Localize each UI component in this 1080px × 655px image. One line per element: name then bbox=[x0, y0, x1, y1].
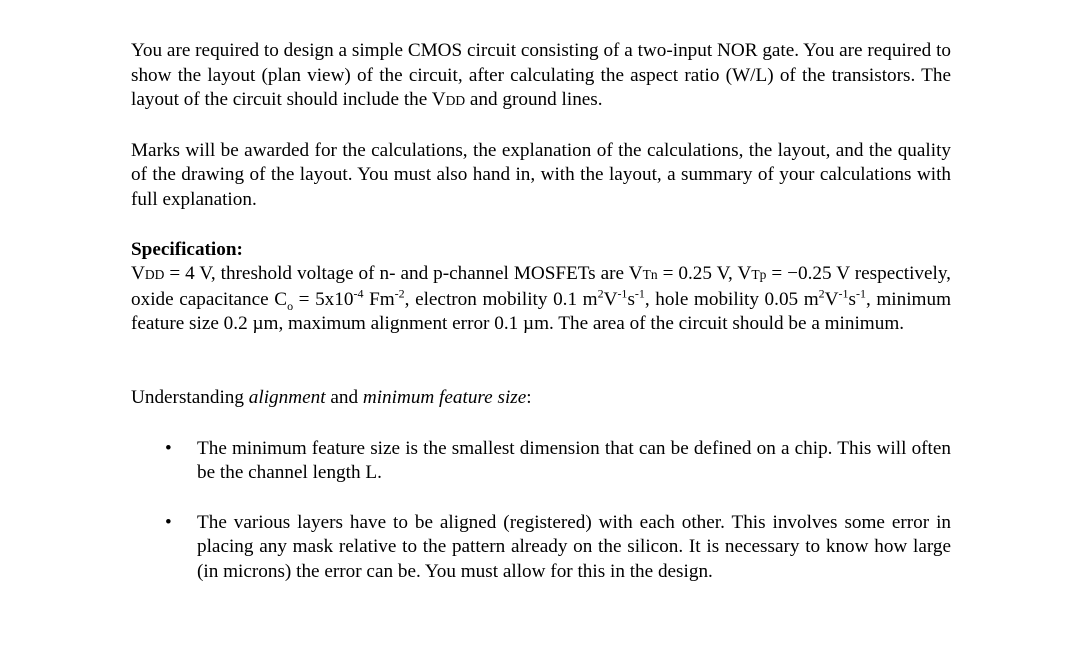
spec-subscript: o bbox=[287, 298, 294, 313]
spec-text: V bbox=[131, 263, 145, 285]
spec-superscript: 2 bbox=[818, 286, 825, 301]
spec-text: V bbox=[824, 288, 839, 310]
spec-text: s bbox=[848, 288, 856, 310]
bullet-icon: • bbox=[165, 437, 172, 459]
spec-text: = 5x10 bbox=[293, 288, 354, 310]
spec-text: = 4 V, threshold voltage of n- and p-channel MOSFETs are V bbox=[164, 263, 643, 285]
spec-subscript: Tn bbox=[642, 267, 658, 283]
spec-text: = −0.25 V respectively, oxide capacitance C bbox=[131, 263, 951, 310]
spec-superscript: -1 bbox=[855, 286, 866, 301]
intro-paragraph bbox=[131, 39, 951, 114]
alignment-term: alignment bbox=[248, 386, 326, 408]
list-item bbox=[131, 437, 951, 486]
understanding-heading bbox=[131, 386, 951, 411]
spec-text: Fm bbox=[363, 288, 395, 310]
spec-superscript: -1 bbox=[838, 286, 849, 301]
spec-text: V bbox=[603, 288, 618, 310]
specification-text bbox=[131, 262, 951, 337]
spec-superscript: -1 bbox=[634, 286, 645, 301]
understanding-text: : bbox=[526, 386, 532, 408]
spec-superscript: 2 bbox=[597, 286, 604, 301]
spec-text: , hole mobility 0.05 m bbox=[644, 288, 819, 310]
document-page bbox=[131, 39, 951, 585]
spec-subscript: DD bbox=[144, 267, 165, 283]
spec-text: , electron mobility 0.1 m bbox=[404, 288, 598, 310]
marks-paragraph: Marks will be awarded for the calculations, the explanation of the calculations, the layout, and the quality of the drawing of the layout. You must also hand in, with the layout, a summary of your calculations with full explanation. bbox=[131, 139, 951, 210]
spec-superscript: -2 bbox=[394, 286, 405, 301]
spec-subscript: Tp bbox=[751, 267, 767, 283]
list-item bbox=[131, 511, 951, 585]
intro-text-end: and ground lines. bbox=[465, 89, 603, 111]
list-item-text: The various layers have to be aligned (registered) with each other. This involves some error in placing any mask relative to the pattern already on the silicon. It is necessary to know how large (in microns) the error can be. You must allow for this in the design. bbox=[197, 511, 951, 582]
spec-text: , minimum feature size 0.2 µm, maximum alignment error 0.1 µm. The area of the circuit should be a minimum. bbox=[131, 288, 951, 335]
spec-superscript: -4 bbox=[353, 286, 364, 301]
spec-text: s bbox=[627, 288, 635, 310]
bullet-icon: • bbox=[165, 511, 172, 533]
specification-section bbox=[131, 238, 951, 337]
specification-heading: Specification: bbox=[131, 238, 243, 260]
vdd-subscript: DD bbox=[445, 93, 466, 109]
explanation-list bbox=[131, 437, 951, 585]
feature-size-term: minimum feature size bbox=[362, 386, 527, 408]
understanding-text: and bbox=[325, 386, 363, 408]
spec-text: = 0.25 V, V bbox=[657, 263, 752, 285]
understanding-text: Understanding bbox=[131, 386, 249, 408]
list-item-text: The minimum feature size is the smallest dimension that can be defined on a chip. This will often be the channel length L. bbox=[197, 437, 951, 484]
spec-superscript: -1 bbox=[617, 286, 628, 301]
intro-text: You are required to design a simple CMOS circuit consisting of a two-input NOR gate. You are required to show the layout (plan view) of the circuit, after calculating the aspect ratio (W/L) of the transistors. The layout of the circuit should include the V bbox=[131, 40, 951, 111]
